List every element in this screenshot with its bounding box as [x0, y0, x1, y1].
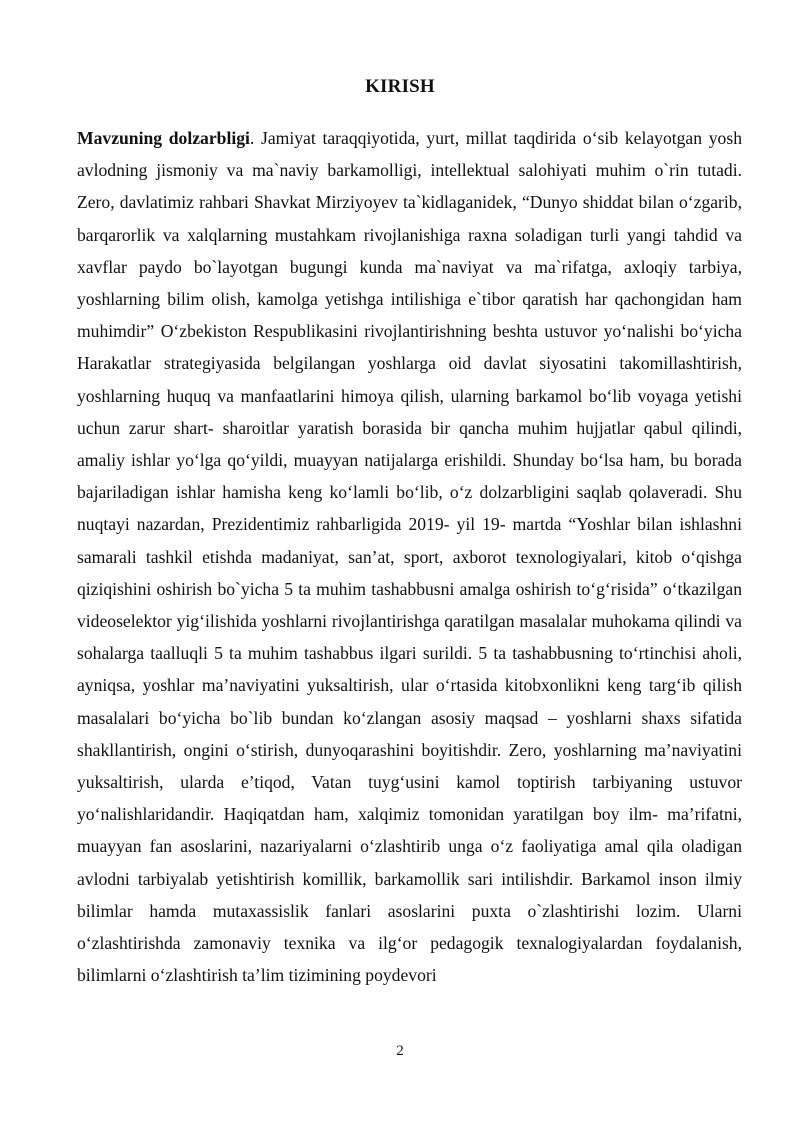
- paragraph-text: . Jamiyat taraqqiyotida, yurt, millat taqdirida o‘sib kelayotgan yosh avlodning jismoniy va ma`naviy barkamolligi, intellektual salohiyati muhim o`rin tutadi. Zero, davlatimiz rahbari Shavkat Mirziyoyev ta`kidlaganidek, “Dunyo shiddat bilan o‘zgarib, barqarorlik va xalqlarning mustahkam rivojlanishiga raxna soladigan turli yangi tahdid va xavflar paydo bo`layotgan bugungi kunda ma`naviyat va ma`rifatga, axloqiy tarbiya, yoshlarning bilim olish, kamolga yetishga intilishiga e`tibor qaratish har qachongidan ham muhimdir” O‘zbekiston Respublikasini rivojlantirishning beshta ustuvor yo‘nalishi bo‘yicha Harakatlar strategiyasida belgilangan yoshlarga oid davlat siyosatini takomillashtirish, yoshlarning huquq va manfaatlarini himoya qilish, ularning barkamol bo‘lib voyaga yetishi uchun zarur shart- sharoitlar yaratish borasida bir qancha muhim hujjatlar qabul qilindi, amaliy ishlar yo‘lga qo‘yildi, muayyan natijalarga erishildi. Shunday bo‘lsa ham, bu borada bajariladigan ishlar hamisha keng ko‘lamli bo‘lib, o‘z dolzarbligini saqlab qolaveradi. Shu nuqtayi nazardan, Prezidentimiz rahbarligida 2019- yil 19- martda “Yoshlar bilan ishlashni samarali tashkil etishda madaniyat, san’at, sport, axborot texnologiyalari, kitob o‘qishga qiziqishini oshirish bo`yicha 5 ta muhim tashabbusni amalga oshirish to‘g‘risida” o‘tkazilgan videoselektor yig‘ilishida yoshlarni rivojlantirishga qaratilgan masalalar muhokama qilindi va sohalarga taalluqli 5 ta muhim tashabbus ilgari surildi. 5 ta tashabbusning to‘rtinchisi aholi, ayniqsa, yoshlar ma’naviyatini yuksaltirish, ular o‘rtasida kitobxonlikni keng targ‘ib qilish masalalari bo‘yicha bo`lib bundan ko‘zlangan asosiy maqsad – yoshlarni shaxs sifatida shakllantirish, ongini o‘stirish, dunyoqarashini boyitishdir. Zero, yoshlarning ma’naviyatini yuksaltirish, ularda e’tiqod, Vatan tuyg‘usini kamol toptirish tarbiyaning ustuvor yo‘nalishlaridandir. Haqiqatdan ham, xalqimiz tomonidan yaratilgan boy ilm- ma’rifatni, muayyan fan asoslarini, nazariyalarni o‘zlashtirib unga o‘z faoliyatiga amal qila oladigan avlodni tarbiyalab yetishtirish komillik, barkamollik sari intilishdir. Barkamol inson ilmiy bilimlar hamda mutaxassislik fanlari asoslarini puxta o`zlashtirishi lozim. Ularni o‘zlashtirishda zamonaviy texnika va ilg‘or pedagogik texnalogiyalardan foydalanish, bilimlarni o‘zlashtirish ta’lim tizimining poydevori: [77, 128, 742, 986]
- body-paragraph: [77, 122, 742, 991]
- lead-term: Mavzuning dolzarbligi: [77, 128, 250, 148]
- page-title: KIRISH: [365, 76, 435, 97]
- page-number: 2: [396, 1043, 404, 1059]
